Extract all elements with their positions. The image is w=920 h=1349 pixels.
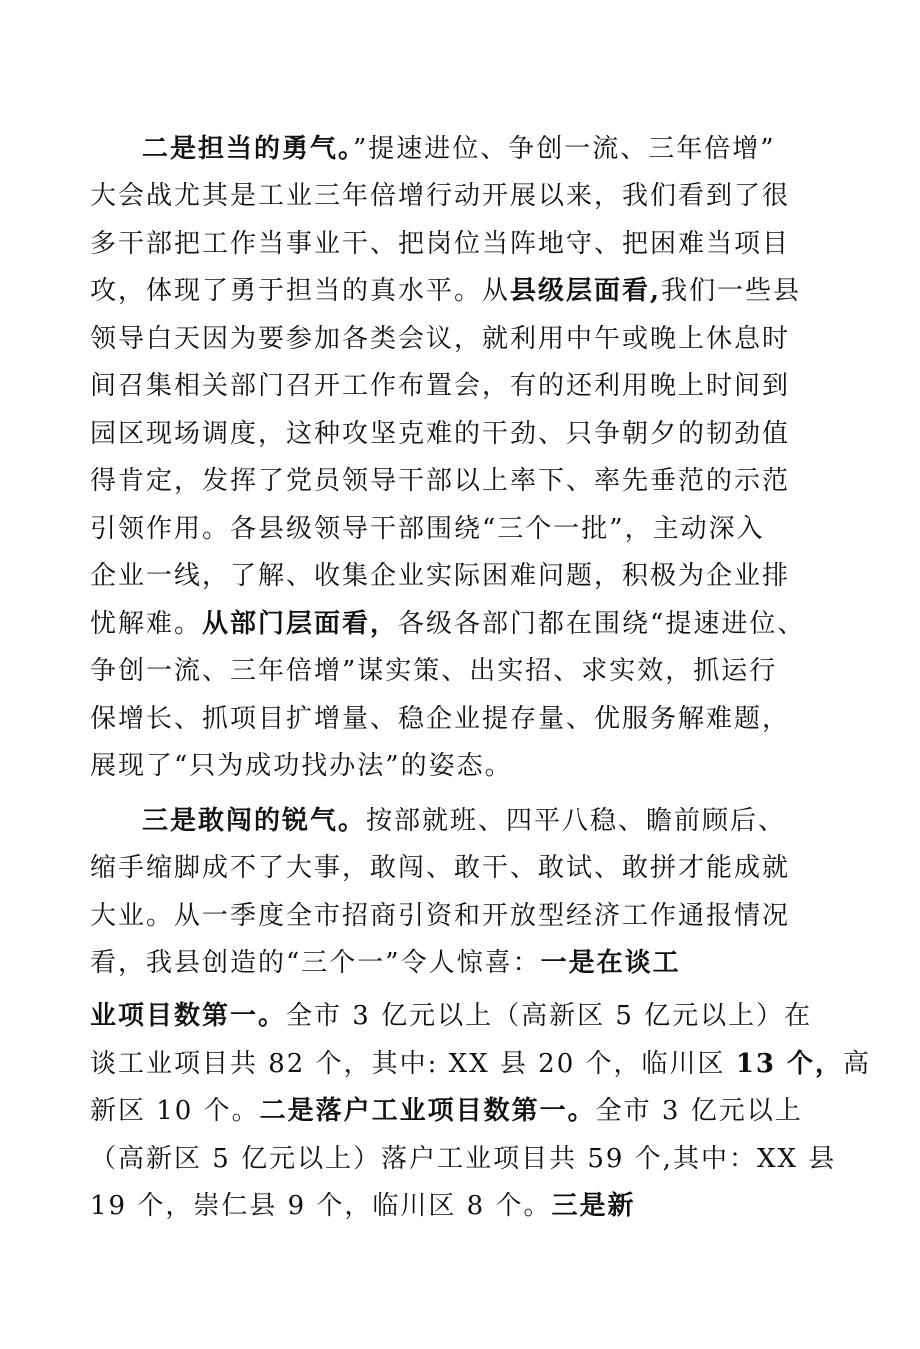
- text-run: 企业一线，了解、收集企业实际困难问题，积极为企业排: [90, 561, 791, 591]
- text-run: 高: [843, 1049, 872, 1079]
- text-run-bold: 13 个，: [735, 1049, 844, 1079]
- text-run: 引领作用。各县级领导干部围绕“三个一批”，主动深入: [90, 514, 765, 544]
- text-run: 我们一些县: [661, 276, 802, 306]
- text-run: 谈工业项目共 82 个，其中: XX 县 20 个，临川区: [90, 1049, 736, 1079]
- text-line: [90, 853, 790, 883]
- text-line: [90, 1096, 803, 1126]
- text-line: [90, 704, 790, 734]
- text-run: 全市 3 亿元以上: [595, 1096, 803, 1126]
- text-run: 领导白天因为要参加各类会议，就利用中午或晚上休息时: [90, 324, 791, 354]
- text-line: [90, 324, 790, 354]
- text-run-bold: 一是在谈工: [540, 948, 681, 978]
- text-line: [90, 276, 801, 306]
- text-line: [90, 901, 790, 931]
- text-run: 缩手缩脚成不了大事，敢闯、敢干、敢试、敢拼才能成就: [90, 853, 791, 883]
- text-line: [90, 1191, 636, 1221]
- text-line: [90, 1049, 871, 1079]
- text-line: [90, 1001, 812, 1031]
- text-line: [142, 134, 776, 164]
- text-line: [90, 1144, 836, 1174]
- text-line: [90, 181, 790, 211]
- text-run-bold: 业项目数第一。: [90, 1001, 287, 1031]
- text-run: （高新区 5 亿元以上）落户工业项目共 59 个,其中：XX 县: [90, 1144, 837, 1174]
- text-run-bold: 县级层面看,: [510, 276, 662, 306]
- text-run-bold: 二是落户工业项目数第一。: [259, 1096, 596, 1126]
- text-run: 各级各部门都在围绕“提速进位、: [398, 609, 806, 639]
- text-run: 大业。从一季度全市招商引资和开放型经济工作通报情况: [90, 901, 791, 931]
- text-line: [90, 561, 790, 591]
- text-run: 新区 10 个。: [90, 1096, 260, 1126]
- text-line: [90, 229, 790, 259]
- text-line: [90, 466, 790, 496]
- text-run: 攻，体现了勇于担当的真水平。从: [90, 276, 511, 306]
- text-line: [90, 609, 805, 639]
- text-run: 争创一流、三年倍增”谋实策、出实招、求实效，抓运行: [90, 656, 778, 686]
- text-line: [90, 948, 681, 978]
- text-run: 按部就班、四平八稳、瞻前顾后、: [366, 806, 787, 836]
- text-run: 19 个，崇仁县 9 个，临川区 8 个。: [90, 1191, 552, 1221]
- text-run: 忧解难。: [90, 609, 203, 639]
- text-run-bold: 三是新: [551, 1191, 636, 1221]
- text-line: [142, 806, 786, 836]
- text-run-bold: 三是敢闯的锐气。: [142, 806, 367, 836]
- text-run-bold: 从部门层面看，: [202, 609, 399, 639]
- text-line: [90, 514, 765, 544]
- text-run: 大会战尤其是工业三年倍增行动开展以来，我们看到了很: [90, 181, 791, 211]
- text-run: 保增长、抓项目扩增量、稳企业提存量、优服务解难题，: [90, 704, 791, 734]
- text-line: [90, 371, 790, 401]
- text-run: 得肯定，发挥了党员领导干部以上率下、率先垂范的示范: [90, 466, 791, 496]
- text-run: 展现了“只为成功找办法”的姿态。: [90, 751, 513, 781]
- text-run: 看，我县创造的“三个一”令人惊喜：: [90, 948, 541, 978]
- text-run-bold: 二是担当的勇气。: [142, 134, 354, 164]
- text-run: ”提速进位、争创一流、三年倍增”: [353, 134, 776, 164]
- text-run: 间召集相关部门召开工作布置会，有的还利用晚上时间到: [90, 371, 791, 401]
- text-run: 园区现场调度，这种攻坚克难的干劲、只争朝夕的韧劲值: [90, 419, 791, 449]
- text-line: [90, 751, 513, 781]
- text-run: 全市 3 亿元以上（高新区 5 亿元以上）在: [286, 1001, 813, 1031]
- text-line: [90, 419, 790, 449]
- text-run: 多干部把工作当事业干、把岗位当阵地守、把困难当项目: [90, 229, 791, 259]
- text-line: [90, 656, 777, 686]
